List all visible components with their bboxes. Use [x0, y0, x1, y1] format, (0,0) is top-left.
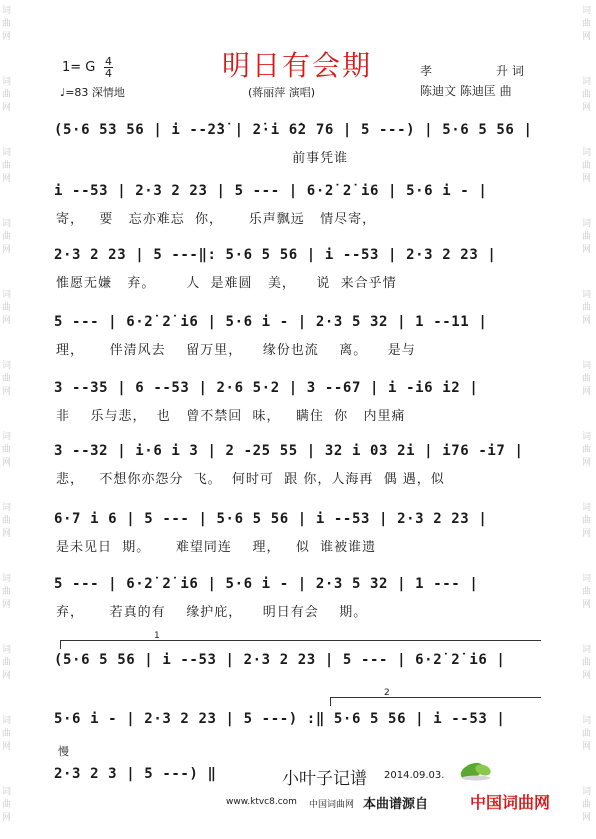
notation-row: 3 --35 | 6 --53 | 2·6 5·2 | 3 --67 | i -i6 i2 | — [54, 380, 479, 396]
transcriber-signature: 小叶子记谱 — [282, 769, 367, 789]
left-watermark: 词 曲 网 词 曲 网 词 曲 网 词 曲 网 词 曲 网 词 曲 网 词 曲 网 词 曲 网 词 曲 网 词 曲 网 词 曲 网 词 曲 网 — [2, 6, 12, 823]
transcription-date: 2014.09.03. — [384, 770, 445, 781]
lyricist-label: 升 词 — [496, 64, 524, 78]
lyric-row: 前事凭谁 — [56, 151, 349, 166]
footer-brand[interactable]: 中国词曲网 — [470, 793, 551, 812]
time-signature — [104, 56, 113, 79]
tempo-slow-mark: 慢 — [58, 745, 69, 758]
lyric-row: 弃， 若真的有 缘护庇， 明日有会 期。 — [56, 605, 368, 620]
footer-url[interactable]: www.ktvc8.com — [226, 797, 297, 807]
lyric-row: 是未见日 期。 难望同连 理， 似 谁被谁遗 — [56, 540, 377, 555]
notation-row: 6·7 i 6 | 5 --- | 5·6 5 56 | i --53 | 2·3 2 23 | — [54, 511, 488, 527]
notation-row: (5·6 5 56 | i --53 | 2·3 2 23 | 5 --- | 6·2̇ 2̇ i6 | — [54, 652, 506, 668]
notation-row: 5 --- | 6·2̇ 2̇ i6 | 5·6 i - | 2·3 5 32 | 1 --11 | — [54, 314, 488, 330]
volta-bracket-1 — [60, 640, 541, 649]
volta-label-2: 2 — [384, 688, 390, 698]
tempo-mark: ♩=83 深情地 — [60, 86, 125, 99]
key-signature: 1= G — [62, 60, 96, 75]
lyric-row: 非 乐与悲， 也 曾不禁回 味， 瞒住 你 内里痛 — [56, 409, 406, 424]
song-title: 明日有会期 — [222, 49, 373, 82]
volta-label-1: 1 — [154, 631, 160, 641]
time-sig-top: 4 — [105, 55, 112, 68]
lyric-row: 惟愿无嫌 弃。 人 是难圆 美， 说 来合乎情 — [56, 276, 397, 291]
notation-row: 2·3 2 3 | 5 ---) ‖ — [54, 766, 217, 782]
lyric-row: 寄， 要 忘亦难忘 你， 乐声飘远 情尽寄， — [56, 212, 377, 227]
notation-row: i --53 | 2·3 2 23 | 5 --- | 6·2̇ 2̇ i6 | 5·6 i - | — [54, 183, 488, 199]
lyricist-name: 孝 — [420, 64, 433, 78]
leaf-icon — [458, 758, 494, 782]
footer-source-text: 本曲谱源自 — [363, 797, 429, 812]
lyric-row: 悲， 不想你亦怨分 飞。 何时可 跟 你，人海再 偶 遇，似 — [56, 472, 445, 487]
notation-row: 5 --- | 6·2̇ 2̇ i6 | 5·6 i - | 2·3 5 32 | 1 --- | — [54, 576, 479, 592]
singer-credit: (蒋丽萍 演唱) — [248, 86, 316, 99]
time-sig-bottom: 4 — [105, 67, 112, 80]
volta-bracket-2 — [330, 697, 541, 706]
lyric-row: 理， 伴清风去 留万里， 缘份也流 离。 是与 — [56, 343, 416, 358]
notation-row: 2·3 2 23 | 5 ---‖: 5·6 5 56 | i --53 | 2·3 2 23 | — [54, 247, 497, 263]
composer-credit: 陈迪文 陈迪匡 曲 — [420, 84, 512, 98]
notation-row: (5·6 53 56 | i --2̇3̇ | 2̇·i 6̇2 76 | 5 ---) | 5·6 5 56 | — [54, 122, 533, 138]
notation-row: 3 --32 | i·6 i 3 | 2 -25 55 | 32 i 03 2i | i76 -i7 | — [54, 443, 524, 459]
notation-row: 5·6 i - | 2·3 2 23 | 5 ---) :‖ 5·6 5 56 | i --53 | — [54, 711, 506, 727]
right-watermark: 词 曲 网 词 曲 网 词 曲 网 词 曲 网 词 曲 网 词 曲 网 词 曲 网 词 曲 网 词 曲 网 词 曲 网 词 曲 网 词 曲 网 — [582, 6, 592, 823]
footer-site-small: 中国词曲网 — [309, 800, 355, 810]
